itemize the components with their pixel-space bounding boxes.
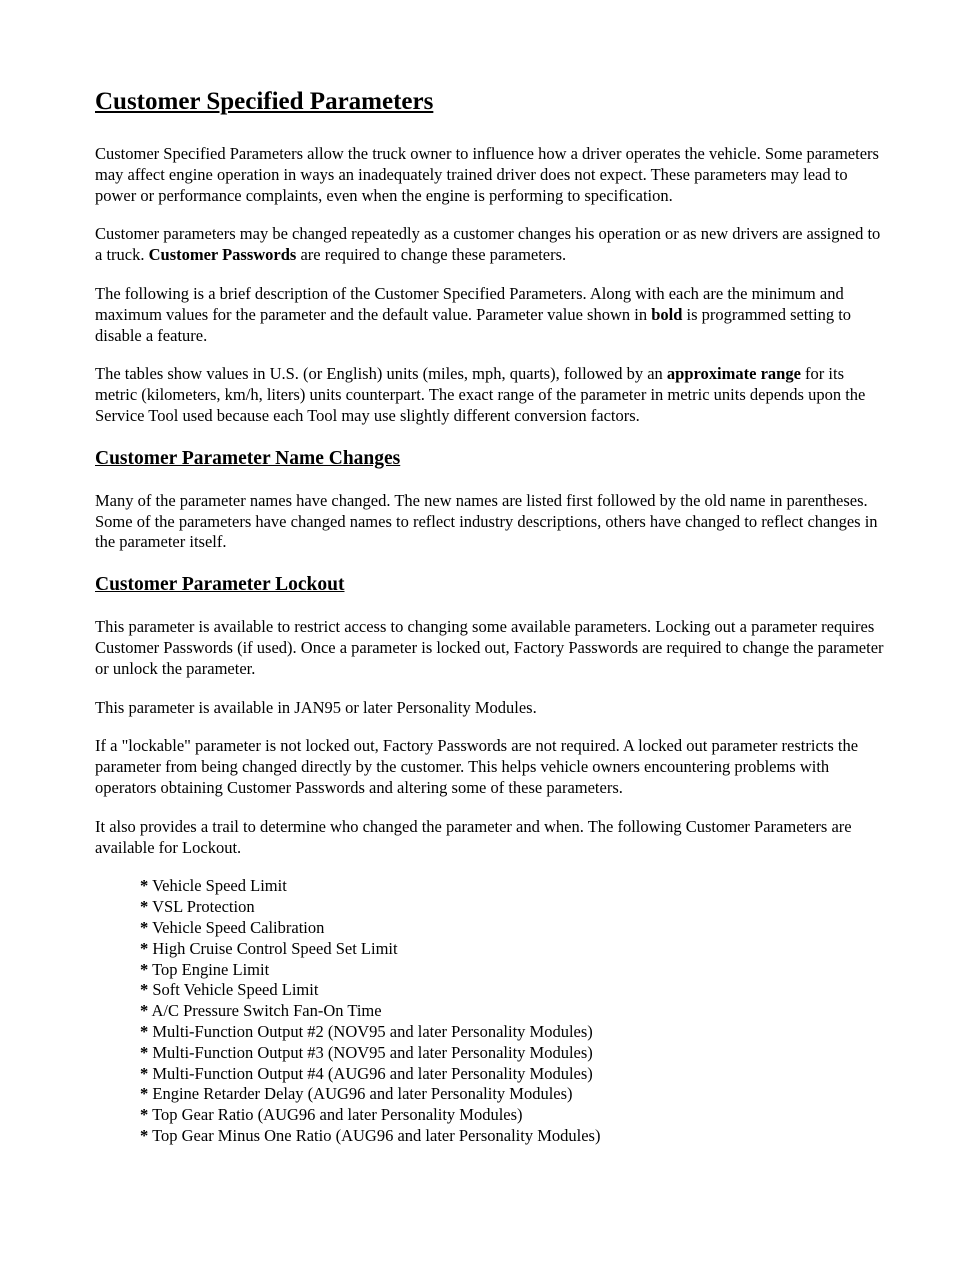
intro-paragraph-3 (95, 284, 890, 346)
bullet-star: * (140, 1042, 149, 1062)
list-item (140, 1022, 890, 1043)
bullet-star: * (140, 959, 149, 979)
list-item-label: Vehicle Speed Calibration (152, 917, 325, 937)
name-changes-heading: Customer Parameter Name Changes (95, 447, 401, 469)
intro-paragraph-3-text-b: is programmed setting to disable a feature. (95, 304, 852, 345)
list-item-label: Top Gear Minus One Ratio (AUG96 and later Personality Modules) (152, 1125, 601, 1145)
intro-paragraph-4-text-a: The tables show values in U.S. (or English) units (miles, mph, quarts), followed by an (95, 364, 667, 384)
list-item-label: VSL Protection (152, 897, 255, 917)
lockout-paragraph-1: This parameter is available to restrict access to changing some available parameters. Locking out a parameter requires Customer Passwords (if used). Once a parameter is locked out, Factory Passwords are required to change the parameter or unlock the parameter. (95, 617, 884, 678)
bullet-star: * (140, 876, 149, 896)
list-item-label: Multi-Function Output #3 (NOV95 and later Personality Modules) (152, 1042, 593, 1062)
bullet-star: * (140, 1063, 149, 1083)
lockout-paragraph-3: If a "lockable" parameter is not locked out, Factory Passwords are not required. A locked out parameter restricts the parameter from being changed directly by the customer. This helps vehicle owners encountering problems with operators obtaining Customer Passwords and altering some of these parameters. (95, 736, 859, 797)
list-item-label: Vehicle Speed Limit (152, 876, 287, 896)
intro-paragraph-4-text-b: for its metric (kilometers, km/h, liters) units counterpart. The exact range of the parameter in metric units depends upon the Service Tool used because each Tool may use slightly different conversion factors. (95, 364, 866, 425)
bullet-star: * (140, 980, 149, 1000)
bold-emphasis: bold (651, 304, 683, 324)
list-item-label: Top Engine Limit (152, 959, 270, 979)
list-item (140, 1084, 890, 1105)
intro-paragraph-1: Customer Specified Parameters allow the truck owner to influence how a driver operates the vehicle. Some parameters may affect engine operation in ways an inadequately trained driver does not expect. These parameters may lead to power or performance complaints, even when the engine is performing to specification. (95, 144, 879, 205)
bullet-star: * (140, 1084, 149, 1104)
bullet-star: * (140, 1021, 149, 1041)
list-item-label: Multi-Function Output #2 (NOV95 and later Personality Modules) (152, 1021, 593, 1041)
bullet-star: * (140, 897, 149, 917)
page-title: Customer Specified Parameters (95, 88, 434, 115)
list-item (140, 918, 890, 939)
list-item (140, 1001, 890, 1022)
list-item (140, 980, 890, 1001)
list-item-label: Soft Vehicle Speed Limit (152, 980, 319, 1000)
list-item-label: Multi-Function Output #4 (AUG96 and later Personality Modules) (152, 1063, 593, 1083)
lockout-parameter-list (95, 876, 890, 1146)
list-item (140, 939, 890, 960)
list-item (140, 960, 890, 981)
intro-paragraph-3-text-a: The following is a brief description of the Customer Specified Parameters. Along with each are the minimum and maximum values for the parameter and the default value. Parameter value shown in (95, 283, 844, 324)
list-item (140, 1126, 890, 1147)
list-item (140, 876, 890, 897)
bullet-star: * (140, 1125, 149, 1145)
intro-paragraph-2-text-a: Customer parameters may be changed repeatedly as a customer changes his operation or as new drivers are assigned to a truck. (95, 224, 881, 265)
bullet-star: * (140, 1001, 149, 1021)
document-page (95, 84, 890, 1147)
name-changes-paragraph: Many of the parameter names have changed. The new names are listed first followed by the old name in parentheses. Some of the parameters have changed names to reflect industry descriptions, others have changed to reflect changes in the parameter itself. (95, 490, 878, 552)
bullet-star: * (140, 1105, 149, 1125)
list-item (140, 1043, 890, 1064)
bullet-star: * (140, 917, 149, 937)
bullet-star: * (140, 938, 149, 958)
list-item (140, 1105, 890, 1126)
lockout-paragraph-4: It also provides a trail to determine who changed the parameter and when. The following Customer Parameters are available for Lockout. (95, 816, 852, 857)
lockout-heading: Customer Parameter Lockout (95, 574, 345, 596)
list-item-label: Engine Retarder Delay (AUG96 and later Personality Modules) (152, 1084, 573, 1104)
intro-paragraph-4 (95, 364, 890, 426)
intro-paragraph-2 (95, 224, 890, 266)
approximate-range-emphasis: approximate range (666, 364, 801, 384)
lockout-paragraph-2: This parameter is available in JAN95 or later Personality Modules. (95, 697, 537, 717)
list-item-label: Top Gear Ratio (AUG96 and later Personality Modules) (152, 1105, 523, 1125)
list-item (140, 897, 890, 918)
customer-passwords-emphasis: Customer Passwords (148, 245, 297, 265)
list-item-label: A/C Pressure Switch Fan-On Time (151, 1001, 382, 1021)
list-item-label: High Cruise Control Speed Set Limit (152, 938, 398, 958)
list-item (140, 1064, 890, 1085)
intro-paragraph-2-text-b: are required to change these parameters. (296, 245, 567, 265)
